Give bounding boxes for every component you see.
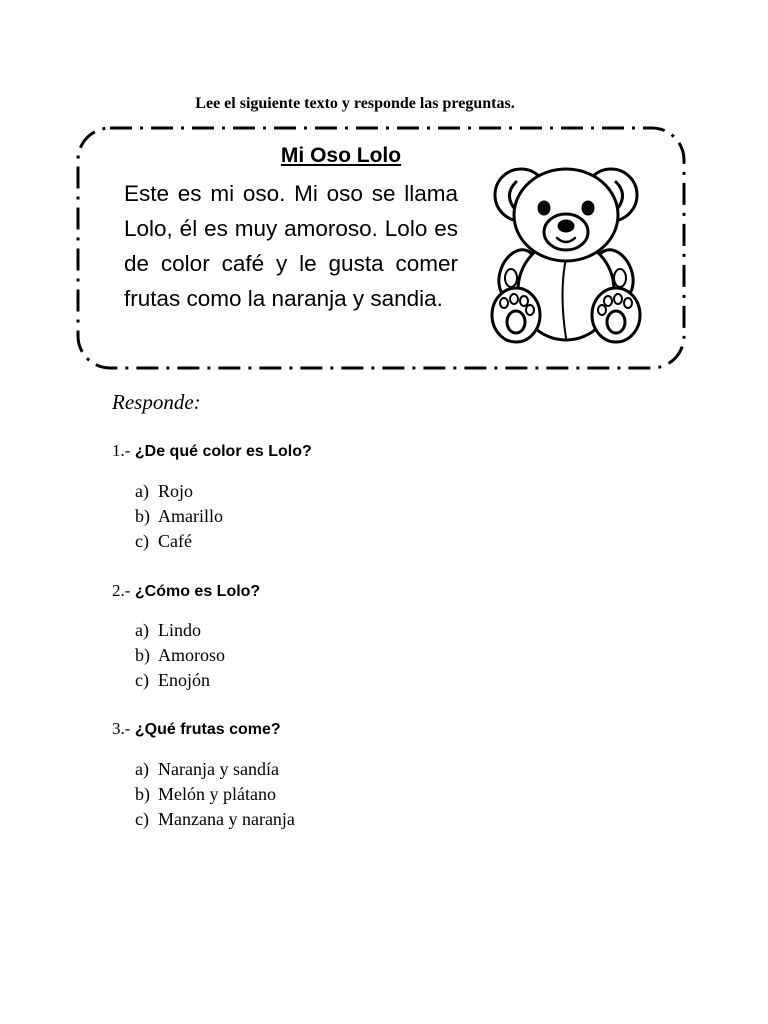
question-3 [112, 719, 281, 739]
option-text: Amoroso [158, 645, 225, 665]
story-paragraph: Este es mi oso. Mi oso se llama Lolo, él es muy amoroso. Lolo es de color café y le gusta comer frutas como la naranja y sandia. [124, 181, 458, 311]
option-text: Rojo [158, 481, 194, 501]
option-item [135, 504, 223, 529]
responde-label: Responde: [112, 390, 201, 414]
option-text: Manzana y naranja [158, 809, 295, 829]
option-item [135, 529, 223, 554]
question-text: ¿De qué color es Lolo? [134, 443, 312, 460]
option-letter: b) [135, 506, 150, 526]
option-item [135, 668, 225, 693]
option-item [135, 807, 295, 832]
option-text: Melón y plátano [158, 784, 276, 804]
teddy-bear-icon [486, 150, 646, 350]
option-letter: c) [135, 531, 149, 551]
option-item [135, 643, 225, 668]
question-text: ¿Cómo es Lolo? [134, 583, 261, 600]
question-number: 2.- [112, 581, 131, 600]
question-text: ¿Qué frutas come? [134, 721, 281, 738]
option-text: Enojón [158, 670, 210, 690]
question-number: 1.- [112, 441, 131, 460]
option-letter: a) [135, 481, 149, 501]
option-text: Café [158, 531, 192, 551]
option-letter: b) [135, 645, 150, 665]
question-number: 3.- [112, 719, 131, 738]
option-item [135, 782, 295, 807]
option-item [135, 757, 295, 782]
option-letter: c) [135, 809, 149, 829]
story-title: Mi Oso Lolo [280, 144, 402, 167]
option-letter: a) [135, 759, 149, 779]
option-letter: a) [135, 620, 149, 640]
question-1 [112, 441, 312, 461]
story-box [76, 125, 686, 370]
option-text: Naranja y sandía [158, 759, 279, 779]
option-text: Amarillo [158, 506, 223, 526]
options-list-3 [135, 757, 295, 832]
option-text: Lindo [158, 620, 201, 640]
instruction-text: Lee el siguiente texto y responde las preguntas. [195, 95, 515, 112]
option-item [135, 479, 223, 504]
option-item [135, 618, 225, 643]
question-2 [112, 581, 260, 601]
option-letter: b) [135, 784, 150, 804]
option-letter: c) [135, 670, 149, 690]
options-list-2 [135, 618, 225, 693]
options-list-1 [135, 479, 223, 554]
